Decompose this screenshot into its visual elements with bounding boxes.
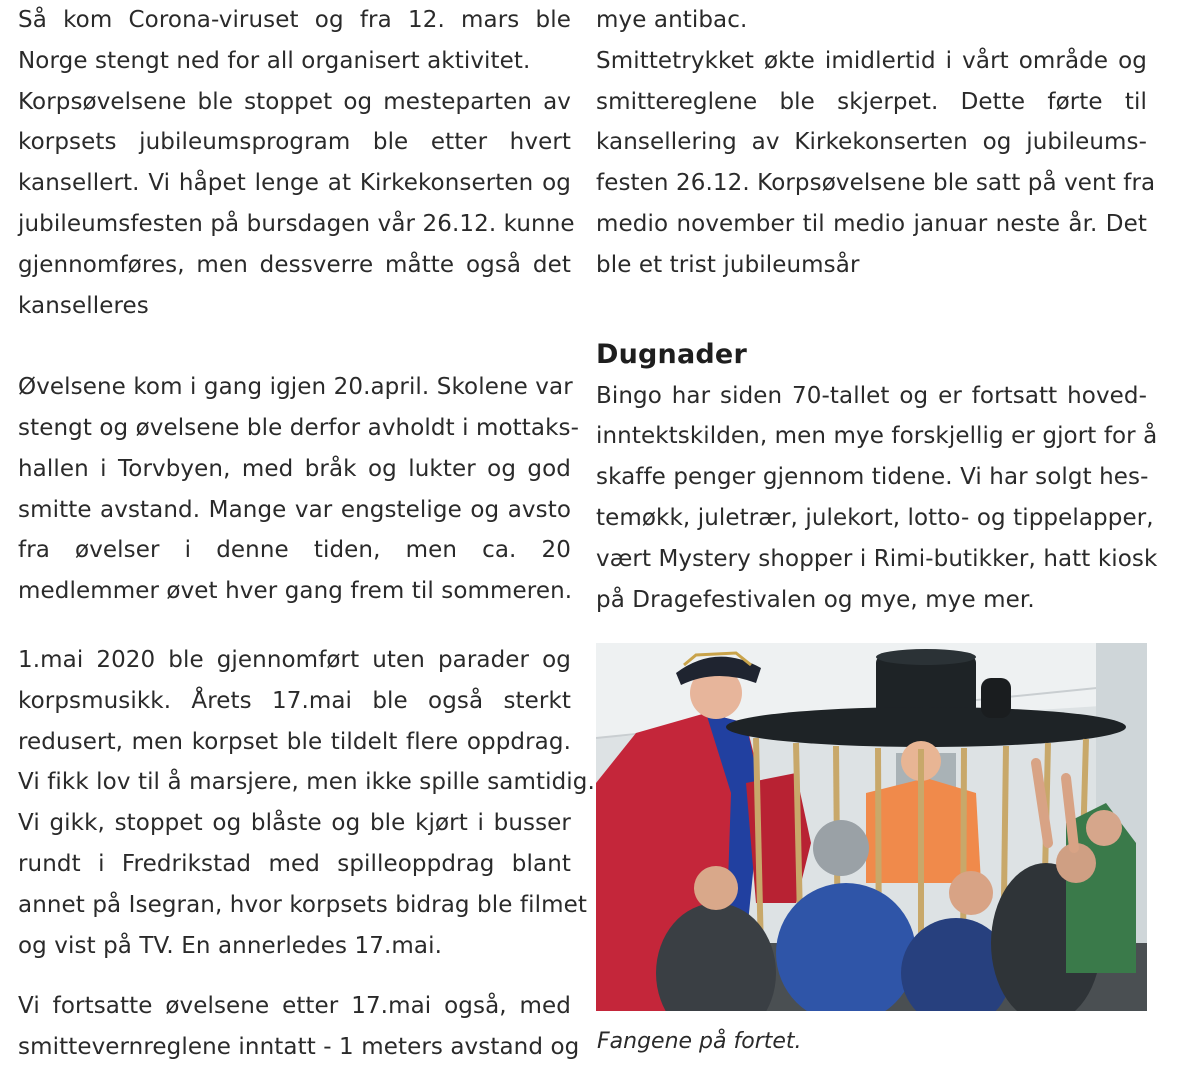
right-column — [596, 0, 1158, 620]
text-line: Bingo har siden 70-tallet og er fortsatt hoved- — [596, 382, 1147, 409]
text-line: Korpsøvelsene ble stoppet og mesteparten av — [18, 88, 571, 115]
left-column — [18, 0, 595, 1068]
text-line: smittevernreglene inntatt - 1 meters avstand og — [18, 1034, 580, 1061]
text-line: Vi fikk lov til å marsjere, men ikke spille samtidig. — [18, 769, 595, 796]
text-line: Vi gikk, stoppet og blåste og ble kjørt i busser — [18, 810, 571, 837]
photo-prisoners-cage — [596, 643, 1147, 1011]
text-line: Øvelsene kom i gang igjen 20.april. Skolene var — [18, 374, 573, 401]
photo-caption: Fangene på fortet. — [597, 1029, 802, 1054]
text-line: ble et trist jubileumsår — [596, 251, 860, 278]
text-line: redusert, men korpset ble tildelt flere oppdrag. — [18, 728, 571, 755]
text-line: stengt og øvelsene ble derfor avholdt i mottaks- — [18, 414, 580, 441]
text-line: Norge stengt ned for all organisert aktivitet. — [18, 47, 531, 74]
text-line: korpsmusikk. Årets 17.mai ble også sterkt — [18, 687, 571, 714]
text-line: mye antibac. — [596, 7, 748, 33]
text-line: smittereglene ble skjerpet. Dette førte til — [596, 88, 1147, 115]
text-line: medlemmer øvet hver gang frem til sommeren. — [18, 578, 573, 605]
text-line: temøkk, juletrær, julekort, lotto- og tippelapper, — [596, 504, 1154, 531]
text-line: vært Mystery shopper i Rimi-butikker, hatt kiosk — [596, 545, 1158, 572]
text-line: skaffe penger gjennom tidene. Vi har solgt hes- — [596, 464, 1149, 491]
text-line: annet på Isegran, hvor korpsets bidrag ble filmet — [18, 891, 587, 918]
text-line: Vi fortsatte øvelsene etter 17.mai også, med — [18, 993, 571, 1020]
paragraph-rehearsals-resumed — [18, 367, 580, 612]
paragraph-corona-start — [18, 0, 571, 82]
paragraph-may-celebrations — [18, 640, 595, 966]
paragraph-infection-pressure — [596, 0, 1156, 286]
text-line: smitte avstand. Mange var engstelige og avsto — [18, 496, 571, 523]
text-line: Så kom Corona-viruset og fra 12. mars ble — [18, 7, 571, 33]
text-line: gjennomføres, men dessverre måtte også det — [18, 251, 571, 278]
text-line: kanselleres — [18, 292, 149, 319]
text-line: kansellert. Vi håpet lenge at Kirkekonserten og — [18, 170, 571, 197]
text-line: kansellering av Kirkekonserten og jubileums- — [596, 129, 1147, 156]
text-line: medio november til medio januar neste år. Det — [596, 210, 1147, 237]
text-line: festen 26.12. Korpsøvelsene ble satt på vent fra — [596, 170, 1156, 197]
text-line: på Dragefestivalen og mye, mye mer. — [596, 586, 1035, 613]
paragraph-continued-rehearsals — [18, 986, 580, 1068]
text-line: 1.mai 2020 ble gjennomført uten parader og — [18, 646, 571, 673]
text-line: rundt i Fredrikstad med spilleoppdrag blant — [18, 850, 571, 877]
text-line: jubileumsfesten på bursdagen vår 26.12. kunne — [18, 210, 575, 237]
text-line: inntektskilden, men mye forskjellig er gjort for å — [596, 423, 1158, 450]
text-line: Smittetrykket økte imidlertid i vårt område og — [596, 47, 1147, 74]
section-heading: Dugnader — [596, 338, 747, 370]
text-line: korpsets jubileumsprogram ble etter hvert — [18, 129, 571, 156]
text-line: fra øvelser i denne tiden, men ca. 20 — [18, 537, 571, 564]
paragraph-cancellations — [18, 82, 575, 327]
text-line: hallen i Torvbyen, med bråk og lukter og god — [18, 455, 571, 482]
text-line: og vist på TV. En annerledes 17.mai. — [18, 932, 442, 959]
paragraph-dugnader — [596, 376, 1158, 621]
